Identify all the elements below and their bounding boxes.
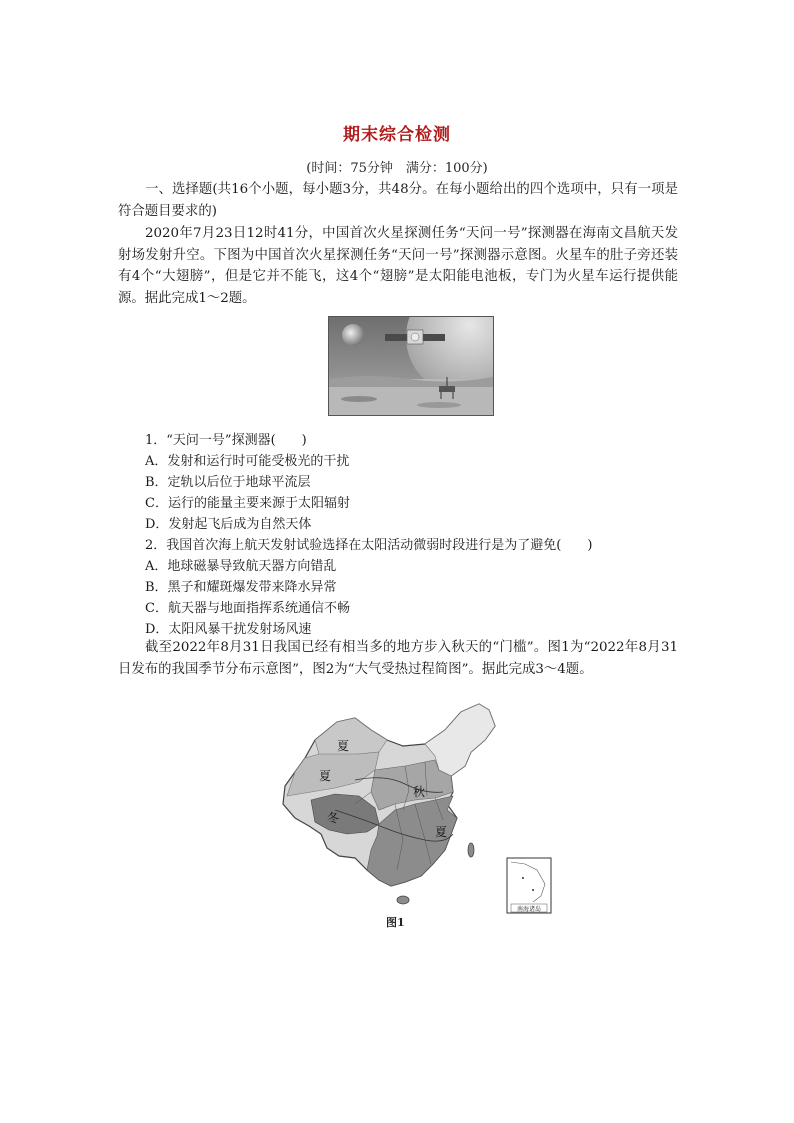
question-1-option-b: B．定轨以后位于地球平流层 (145, 475, 311, 490)
map-label-winter: 冬 (327, 811, 340, 825)
china-season-map (275, 700, 555, 915)
map-label-summer-south: 夏 (435, 825, 448, 839)
map-label-summer-northwest: 夏 (337, 739, 350, 753)
tianwen-probe-image (328, 316, 494, 416)
probe-illustration (329, 317, 493, 415)
passage-1: 2020年7月23日12时41分，中国首次火星探测任务“天问一号”探测器在海南文昌航天发射场发射升空。下图为中国首次火星探测任务“天问一号”探测器示意图。火星车的肚子旁还装有4个“大翅膀”，但是它并不能飞，这4个“翅膀”是太阳能电池板，专门为火星车运行提供能源。据此完成1～2题。 (118, 226, 678, 306)
question-1-option-c: C．运行的能量主要来源于太阳辐射 (145, 496, 350, 511)
question-2-option-a: A．地球磁暴导致航天器方向错乱 (145, 559, 337, 574)
question-2-option-d: D．太阳风暴干扰发射场风速 (145, 622, 312, 637)
page-title: 期末综合检测 (343, 125, 451, 145)
question-1-option-a: A．发射和运行时可能受极光的干扰 (145, 454, 350, 469)
question-1-option-d: D．发射起飞后成为自然天体 (145, 517, 312, 532)
map-label-autumn: 秋 (413, 785, 426, 799)
question-2-stem: 2．我国首次海上航天发射试验选择在太阳活动微弱时段进行是为了避免( ) (145, 538, 593, 553)
figure-1-caption: 图1 (386, 916, 405, 929)
question-2-option-b: B．黑子和耀斑爆发带来降水异常 (145, 580, 337, 595)
map-label-summer-west: 夏 (319, 769, 332, 783)
question-1-stem: 1．“天问一号”探测器( ) (145, 433, 307, 448)
question-2-option-c: C．航天器与地面指挥系统通信不畅 (145, 601, 350, 616)
inset-label: 南海诸岛 (516, 906, 542, 913)
passage-2: 截至2022年8月31日我国已经有相当多的地方步入秋天的“门槛”。图1为“2022年8月31日发布的我国季节分布示意图”，图2为“大气受热过程简图”。据此完成3～4题。 (118, 640, 678, 677)
section-heading: 一、选择题(共16个小题，每小题3分，共48分。在每小题给出的四个选项中，只有一项是符合题目要求的) (118, 182, 678, 219)
exam-time-score: (时间：75分钟 满分：100分) (306, 161, 488, 176)
